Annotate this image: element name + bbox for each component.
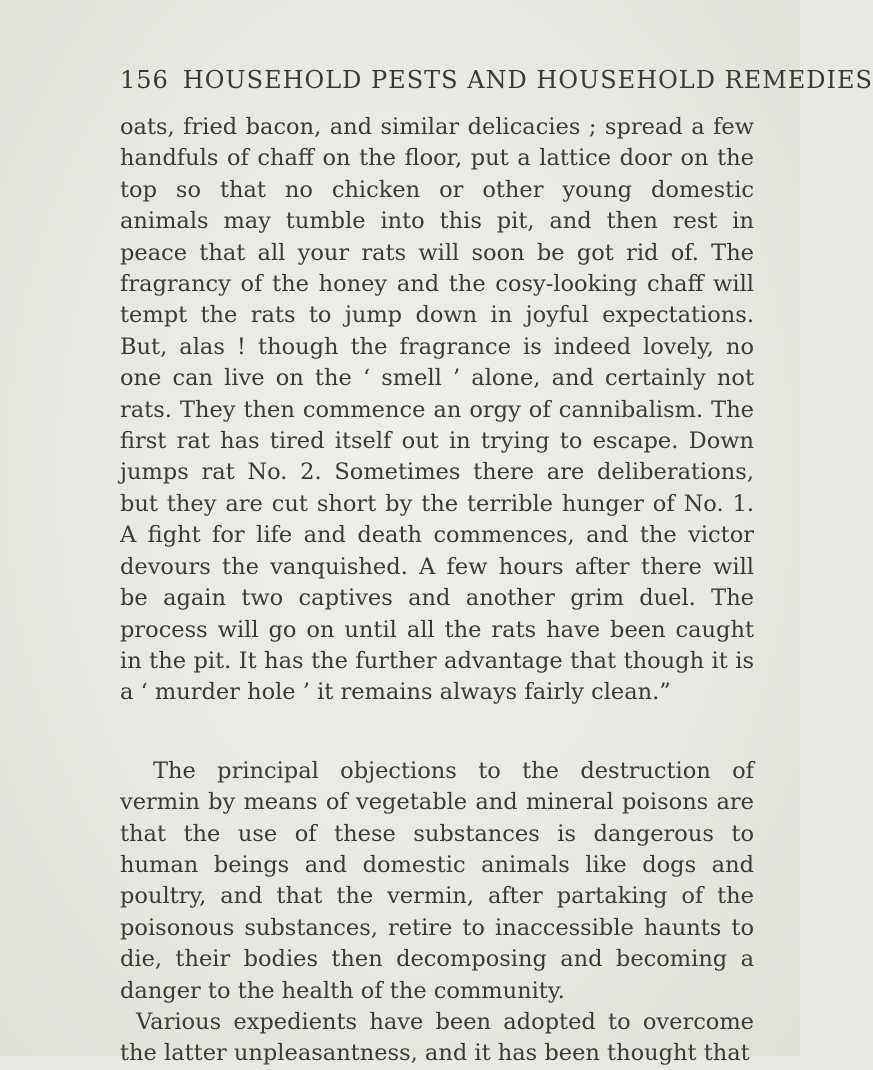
running-header [120,66,873,106]
paragraph-rat-pit-conclusion: oats, fried bacon, and similar delicacies ; spread a few handfuls of chaff on the floor, put a lattice door on the top so that no chicken or other young domestic animals may tumble into this pit, and then rest in peace that all your rats will soon be got rid of. The fragrancy of the honey and the cosy-looking chaff will tempt the rats to jump down in joyful expectations. But, alas ! though the fragrance is indeed lovely, no one can live on the ‘ smell ’ alone, and certainly not rats. They then commence an orgy of cannibalism. The first rat has tired itself out in trying to escape. Down jumps rat No. 2. Sometimes there are deliberations, but they are cut short by the terrible hunger of No. 1. A fight for life and death commences, and the victor devours the vanquished. A few hours after there will be again two captives and another grim duel. The process will go on until all the rats have been caught in the pit. It has the further advantage that though it is a ‘ murder hole ’ it remains always fairly clean.” [120,114,754,706]
paragraph-poison-objections: The principal objections to the destruction of vermin by means of vegetable and mineral poisons are that the use of these substances is dangerous to human beings and domestic animals like dogs and poultry, and that the vermin, after partaking of the poisonous substances, retire to inaccessible haunts to die, their bodies then decomposing and becoming a danger to the health of the community. [120,757,754,1004]
page-number: 156 [120,66,169,94]
body-text [120,112,754,1070]
running-title: HOUSEHOLD PESTS AND HOUSEHOLD REMEDIES [182,66,873,94]
paragraph-expedients: Various expedients have been adopted to overcome the latter unpleasantness, and it has been thought that [120,1008,754,1067]
